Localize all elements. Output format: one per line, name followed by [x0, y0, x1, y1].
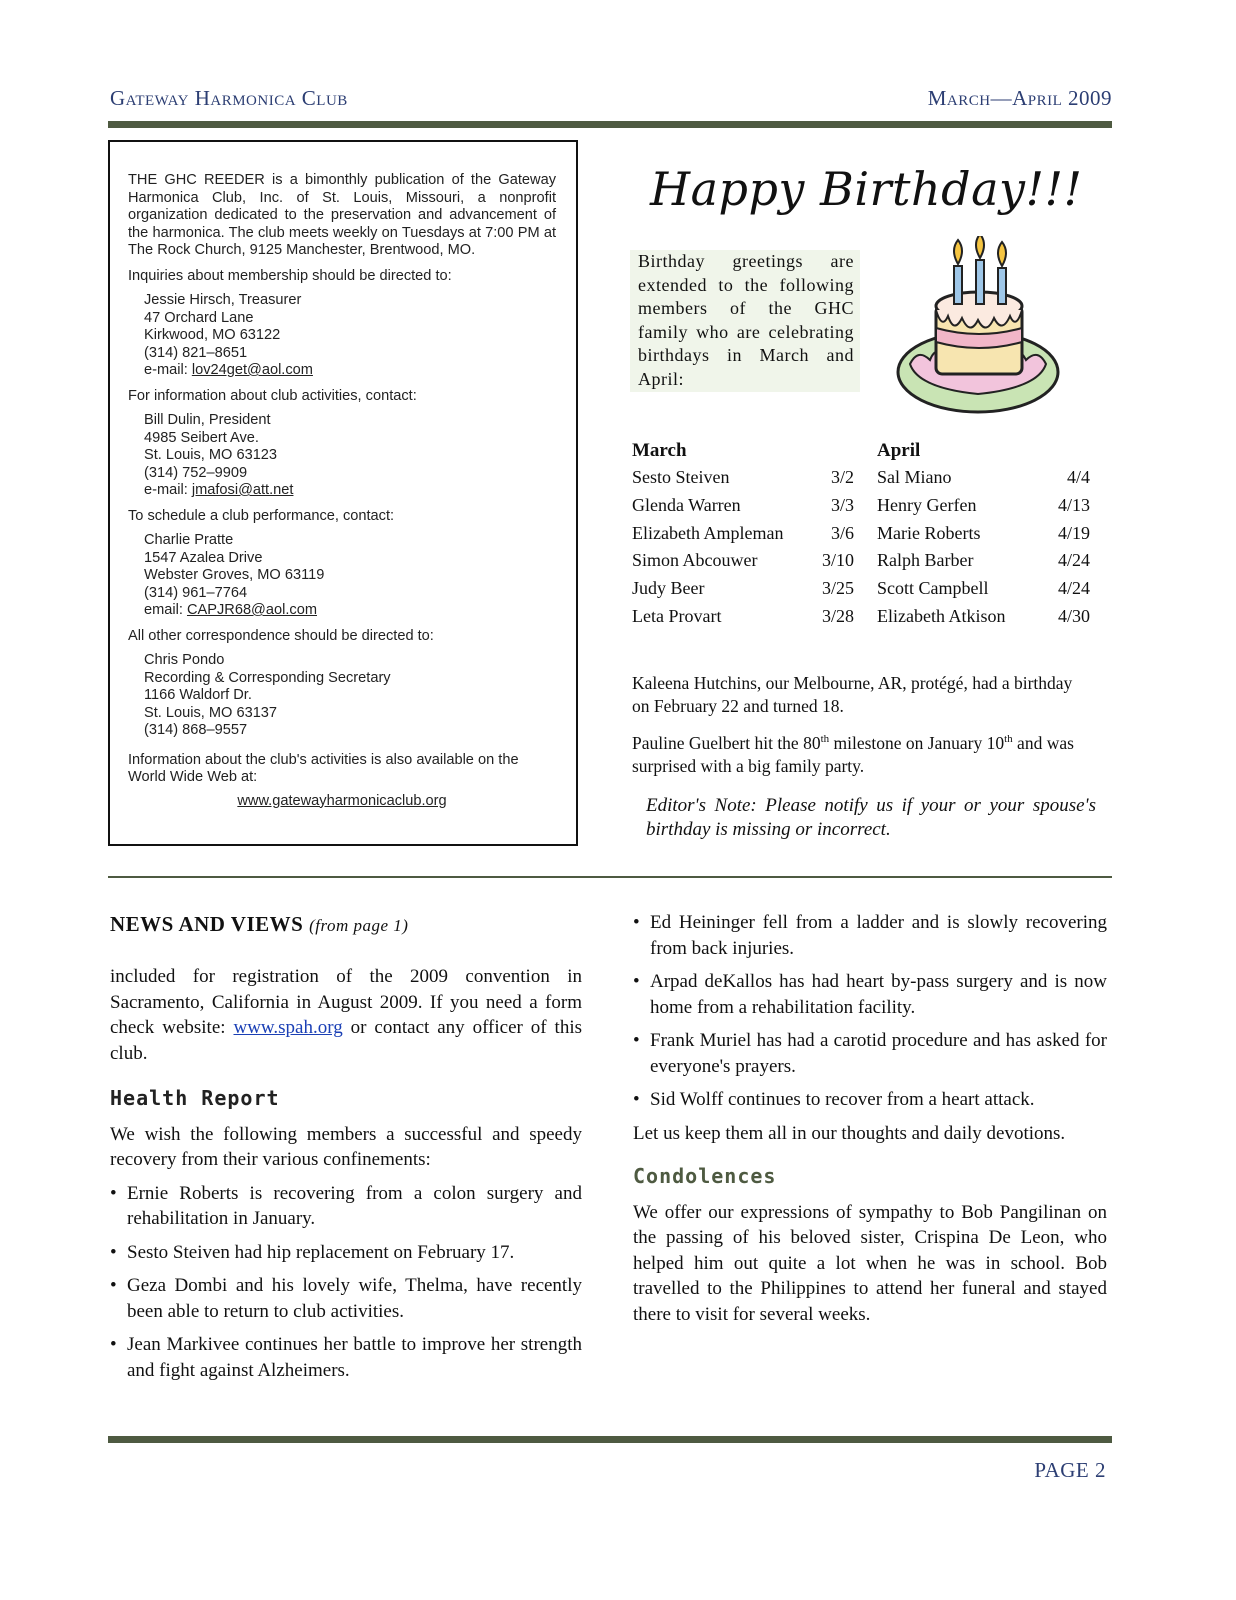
contact-city: St. Louis, MO 63123 [144, 447, 278, 463]
member-name: Judy Beer [632, 578, 705, 599]
email-label: email: [144, 602, 187, 618]
contact-phone: (314) 821–8651 [144, 344, 248, 361]
ordinal-suffix: th [820, 733, 830, 745]
note-text: Pauline Guelbert hit the 80 [632, 732, 821, 753]
birthday-date: 3/25 [821, 578, 854, 599]
health-intro: We wish the following members a successful and speedy recovery from their various confinements: [110, 1123, 582, 1170]
ordinal-suffix: th [1004, 733, 1013, 745]
note-text: milestone on January 10 [829, 732, 1005, 753]
contact-street: 47 Orchard Lane [144, 309, 254, 326]
email-link[interactable]: CAPJR68@aol.com [186, 602, 317, 618]
news-title: NEWS AND VIEWS [110, 912, 304, 936]
contact-email-row [144, 482, 556, 500]
newsletter-name: Gateway Harmonica Club [110, 86, 348, 110]
member-name: Elizabeth Ampleman [632, 522, 784, 543]
contact-phone: (314) 752–9909 [144, 464, 248, 481]
birthday-date: 4/13 [1057, 494, 1090, 515]
health-report-heading: Health Report [110, 1086, 280, 1110]
list-item: • Geza Dombi and his lovely wife, Thelma, have recently been able to return to club activities. [110, 1273, 582, 1324]
list-item: • Jean Markivee continues her battle to improve her strength and fight against Alzheimers. [110, 1332, 582, 1383]
birthday-date: 3/3 [830, 494, 854, 515]
list-item: • Sesto Steiven had hip replacement on February 17. [110, 1240, 582, 1266]
publication-intro: THE GHC REEDER is a bimonthly publication of the Gateway Harmonica Club, Inc. of St. Louis, Missouri, a nonprofit organization dedicated to the preservation and advancement of the harmonica. The club meets weekly on Tuesdays at 7:00 PM at The Rock Church, 9125 Manchester, Brentwood, MO. [128, 172, 556, 258]
birthday-row [877, 520, 1090, 548]
contact-city: St. Louis, MO 63137 [144, 704, 278, 721]
birthday-row [632, 492, 854, 520]
contact-name: Chris Pondo [144, 652, 225, 668]
member-name: Glenda Warren [632, 494, 741, 515]
birthday-note: Kaleena Hutchins, our Melbourne, AR, protégé, had a birthday on February 22 and turned 18. [632, 673, 1073, 716]
list-item: • Arpad deKallos has had heart by-pass surgery and is now home from a rehabilitation facility. [633, 969, 1107, 1020]
email-label: e-mail: [144, 362, 192, 378]
right-column [633, 910, 1107, 1327]
april-heading: April [877, 440, 921, 461]
web-info: Information about the club's activities is also available on the World Wide Web at: [128, 751, 519, 785]
news-continued-from: (from page 1) [309, 916, 409, 935]
birthday-date: 4/4 [1066, 467, 1090, 487]
contact-phone: (314) 868–9557 [144, 722, 248, 738]
member-name: Simon Abcouwer [632, 550, 758, 571]
birthday-date: 3/28 [821, 605, 854, 626]
condolences-heading: Condolences [633, 1164, 777, 1188]
contact-email-row [144, 362, 556, 380]
correspondence-contact [128, 652, 556, 740]
issue-date: March—April 2009 [927, 86, 1112, 110]
april-birthdays [877, 440, 1090, 631]
birthday-row [877, 492, 1090, 520]
note-text: and was surprised with a big family party. [632, 732, 1074, 776]
correspondence-label: All other correspondence should be directed to: [128, 627, 434, 644]
member-name: Ralph Barber [877, 550, 974, 571]
email-link[interactable]: lov24get@aol.com [191, 362, 313, 378]
section-divider [108, 876, 1112, 878]
website-link[interactable]: www.gatewayharmonicaclub.org [237, 792, 447, 809]
birthday-row [877, 464, 1090, 492]
birthday-row [632, 547, 854, 575]
contact-street: 1547 Azalea Drive [144, 549, 263, 566]
footer-rule [108, 1436, 1112, 1443]
contact-street: 1166 Waldorf Dr. [144, 687, 252, 703]
birthday-date: 4/24 [1057, 550, 1090, 571]
editor-note: Editor's Note: Please notify us if your or your spouse's birthday is missing or incorrect. [646, 795, 1096, 840]
list-item: • Ed Heininger fell from a ladder and is slowly recovering from back injuries. [633, 910, 1107, 961]
list-item: • Frank Muriel has had a carotid procedure and has asked for everyone's prayers. [633, 1028, 1107, 1079]
birthday-row [632, 464, 854, 492]
membership-label: Inquiries about membership should be directed to: [128, 267, 452, 284]
birthday-note [632, 728, 1094, 778]
contact-name: Bill Dulin, President [144, 412, 271, 428]
activities-label: For information about club activities, contact: [128, 387, 417, 404]
condolences-text: We offer our expressions of sympathy to Bob Pangilinan on the passing of his beloved sister, Crispina De Leon, who helped him out quite a lot when he was in school. Bob travelled to the Philippines to attend her funeral and stayed there to visit for several weeks. [633, 1201, 1107, 1325]
news-paragraph [110, 964, 582, 1066]
member-name: Leta Provart [632, 605, 722, 626]
birthday-notes [632, 672, 1094, 788]
page-number: PAGE 2 [1034, 1458, 1106, 1482]
email-label: e-mail: [144, 482, 192, 498]
birthday-row [632, 575, 854, 603]
birthday-row [877, 603, 1090, 631]
news-text: included for registration of the 2009 convention in Sacramento, California in August 2009. If you need a form check website: [110, 966, 582, 1038]
birthday-date: 3/10 [821, 550, 854, 571]
birthday-date: 4/24 [1057, 578, 1090, 599]
news-heading [110, 912, 408, 937]
birthday-row [877, 575, 1090, 603]
health-closing: Let us keep them all in our thoughts and daily devotions. [633, 1122, 1066, 1144]
left-column [110, 964, 582, 1391]
email-link[interactable]: jmafosi@att.net [191, 482, 294, 498]
contact-street: 4985 Seibert Ave. [144, 429, 259, 446]
march-heading: March [632, 440, 687, 461]
performance-contact [128, 532, 556, 620]
birthday-date: 3/6 [830, 522, 854, 543]
list-item: • Ernie Roberts is recovering from a colon surgery and rehabilitation in January. [110, 1181, 582, 1232]
spah-link[interactable]: www.spah.org [233, 1017, 343, 1038]
birthday-row [632, 603, 854, 631]
birthday-date: 4/19 [1057, 522, 1090, 543]
health-list-left [110, 1181, 582, 1384]
member-name: Marie Roberts [877, 522, 981, 543]
birthday-row [877, 547, 1090, 575]
contact-name: Charlie Pratte [144, 532, 234, 548]
member-name: Scott Campbell [877, 578, 989, 599]
contact-city: Webster Groves, MO 63119 [144, 567, 325, 583]
publication-info-box [108, 140, 578, 846]
birthday-cake-icon [896, 236, 1062, 418]
member-name: Elizabeth Atkison [877, 605, 1006, 626]
contact-title: Recording & Corresponding Secretary [144, 669, 391, 686]
birthday-date: 3/2 [830, 467, 854, 487]
march-birthdays [632, 440, 854, 631]
health-list-right [633, 910, 1107, 1113]
member-name: Sal Miano [877, 467, 952, 487]
contact-name: Jessie Hirsch, Treasurer [144, 292, 302, 308]
birthday-greeting: Birthday greetings are extended to the following members of the GHC family who are celebrating birthdays in March and April: [630, 250, 860, 392]
member-name: Sesto Steiven [632, 467, 730, 487]
activities-contact [128, 412, 556, 500]
contact-email-row [144, 602, 556, 620]
birthday-date: 4/30 [1057, 605, 1090, 626]
member-name: Henry Gerfen [877, 494, 977, 515]
membership-contact [128, 292, 556, 380]
header-rule [108, 121, 1112, 128]
news-text: or contact any officer of this club. [110, 1017, 582, 1064]
performance-label: To schedule a club performance, contact: [128, 507, 395, 524]
contact-phone: (314) 961–7764 [144, 584, 248, 601]
birthday-row [632, 520, 854, 548]
contact-city: Kirkwood, MO 63122 [144, 327, 281, 343]
birthday-title: Happy Birthday!!! [650, 162, 1083, 216]
list-item: • Sid Wolff continues to recover from a heart attack. [633, 1087, 1107, 1113]
